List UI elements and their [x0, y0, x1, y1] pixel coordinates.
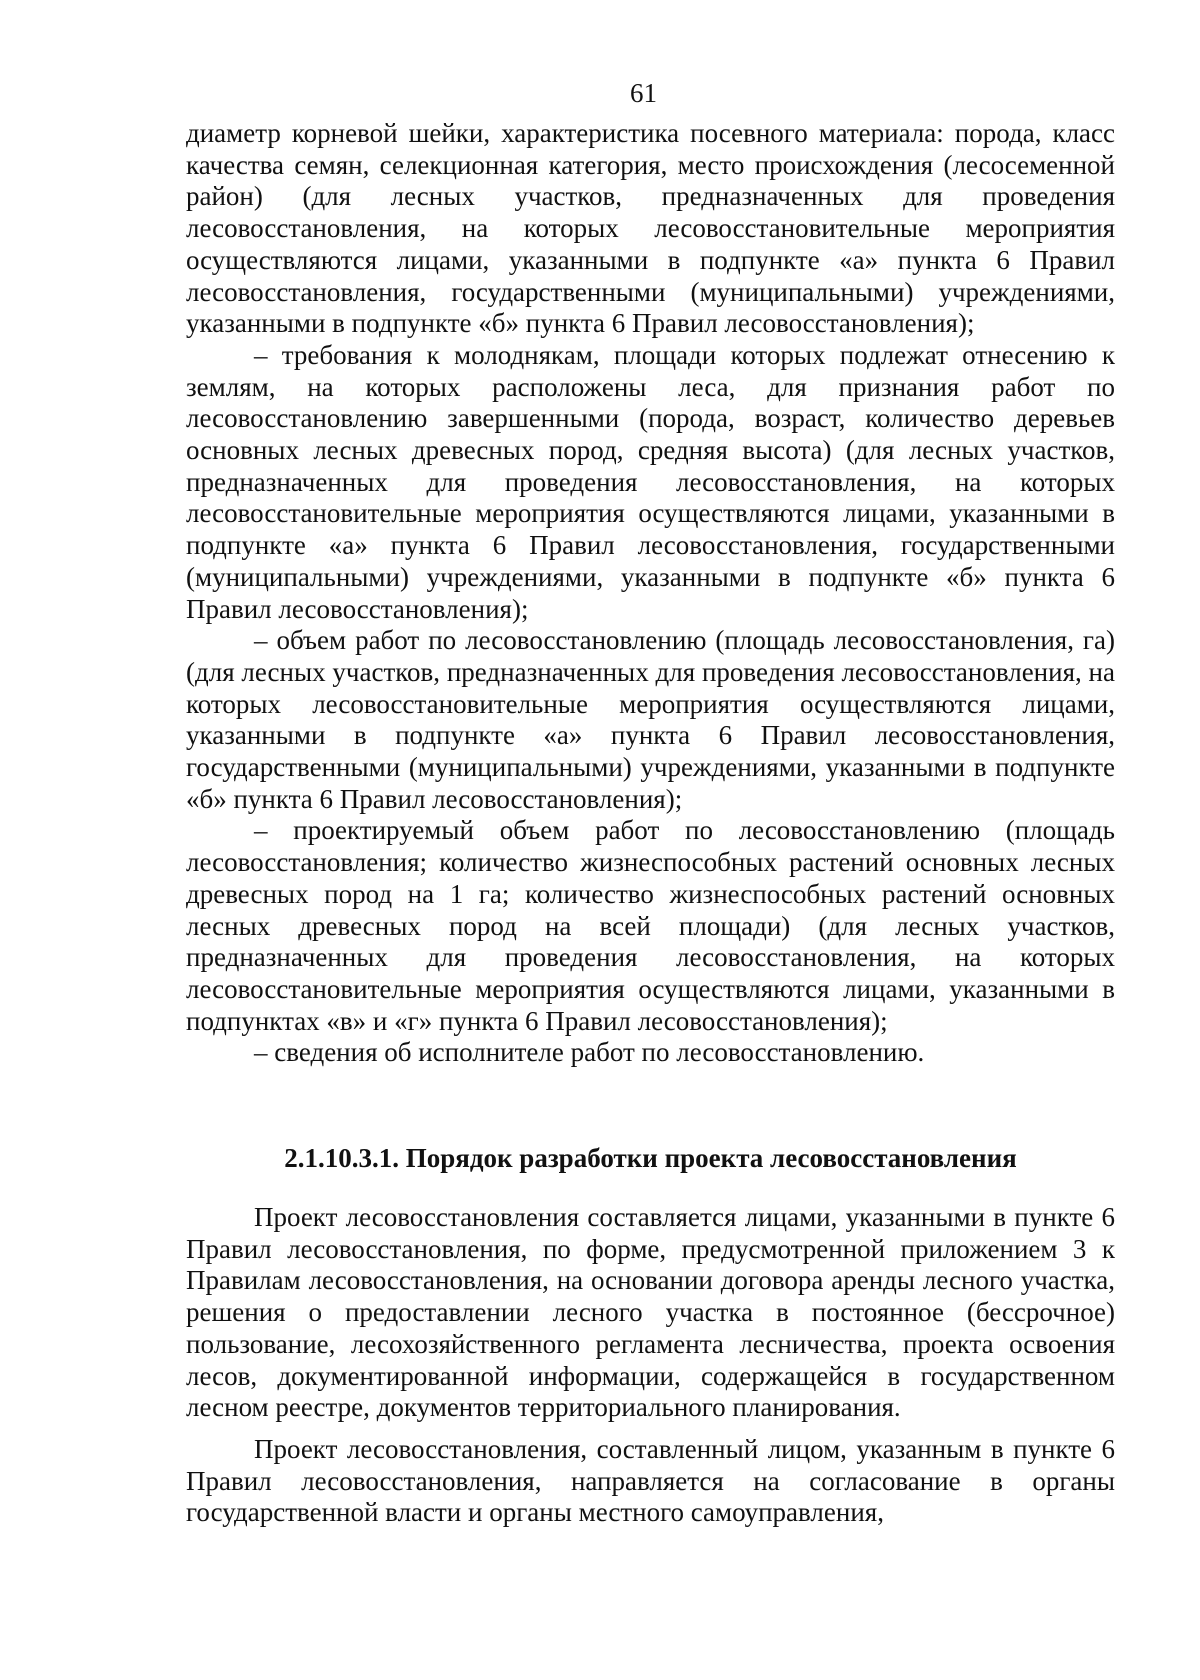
list-item-young-growth-requirements: – требования к молоднякам, площади которых подлежат отнесению к землям, на которых расположены леса, для признания работ по лесовосстановлению завершенными (порода, возраст, количество деревьев основных лесных древесных пород, средняя высота) (для лесных участков, предназначенных для проведения лесовосстановления, на которых лесовосстановительные мероприятия осуществляются лицами, указанными в подпункте «а» пункта 6 Правил лесовосстановления, государственными (муниципальными) учреждениями, указанными в подпункте «б» пункта 6 Правил лесовосстановления);	[186, 339, 1115, 624]
list-item-contractor-info: – сведения об исполнителе работ по лесовосстановлению.	[254, 1037, 925, 1068]
list-item-projected-work-volume: – проектируемый объем работ по лесовосстановлению (площадь лесовосстановления; количество жизнеспособных растений основных лесных древесных пород на 1 га; количество жизнеспособных растений основных лесных древесных пород на всей площади) (для лесных участков, предназначенных для проведения лесовосстановления, на которых лесовосстановительные мероприятия осуществляются лицами, указанными в подпунктах «в» и «г» пункта 6 Правил лесовосстановления);	[186, 815, 1115, 1036]
paragraph-continuation: диаметр корневой шейки, характеристика посевного материала: порода, класс качества семян, селекционная категория, место происхождения (лесосеменной район) (для лесных участков, предназначенных для проведения лесовосстановления, на которых лесовосстановительные мероприятия осуществляются лицами, указанными в подпункте «а» пункта 6 Правил лесовосстановления, государственными (муниципальными) учреждениями, указанными в подпункте «б» пункта 6 Правил лесовосстановления);	[186, 118, 1115, 339]
requirements-list	[186, 118, 1115, 1069]
list-item-work-volume: – объем работ по лесовосстановлению (площадь лесовосстановления, га) (для лесных участков, предназначенных для проведения лесовосстановления, на которых лесовосстановительные мероприятия осуществляются лицами, указанными в подпункте «а» пункта 6 Правил лесовосстановления, государственными (муниципальными) учреждениями, указанными в подпункте «б» пункта 6 Правил лесовосстановления);	[186, 625, 1115, 814]
section-heading: 2.1.10.3.1. Порядок разработки проекта лесовосстановления	[284, 1143, 1017, 1173]
section-body	[186, 1202, 1115, 1529]
page-number: 61	[630, 78, 657, 108]
section-paragraph: Проект лесовосстановления, составленный лицом, указанным в пункте 6 Правил лесовосстановления, направляется на согласование в органы государственной власти и органы местного самоуправления,	[186, 1433, 1115, 1528]
section-paragraph: Проект лесовосстановления составляется лицами, указанными в пункте 6 Правил лесовосстановления, по форме, предусмотренной приложением 3 к Правилам лесовосстановления, на основании договора аренды лесного участка, решения о предоставлении лесного участка в постоянное (бессрочное) пользование, лесохозяйственного регламента лесничества, проекта освоения лесов, документированной информации, содержащейся в государственном лесном реестре, документов территориального планирования.	[186, 1202, 1115, 1423]
